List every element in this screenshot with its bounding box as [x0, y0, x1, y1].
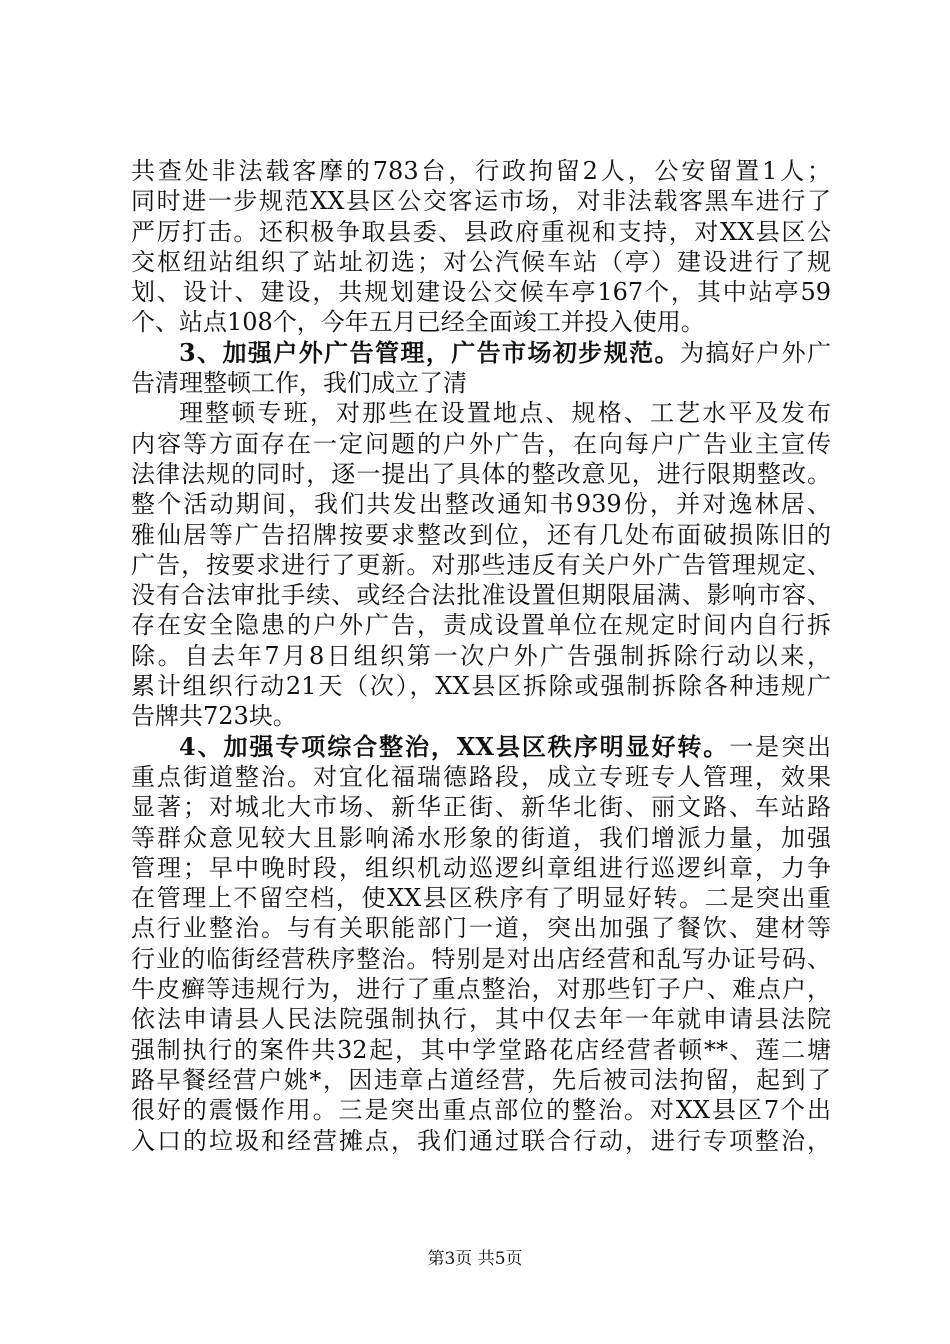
- text-line: 理整顿专班，对那些在设置地点、规格、工艺水平及发布: [179, 399, 831, 428]
- text-line: 法律法规的同时，逐一提出了具体的整改意见，进行限期整改。: [131, 459, 831, 488]
- text-line: 入口的垃圾和经营摊点，我们通过联合行动，进行专项整治，: [131, 1126, 831, 1155]
- text-line: 整个活动期间，我们共发出整改通知书939份，并对逸林居、: [131, 490, 831, 519]
- text-line: 在管理上不留空档，使XX县区秩序有了明显好转。二是突出重: [131, 884, 831, 913]
- page-number-footer: 第3页 共5页: [427, 1249, 523, 1269]
- text-run: 为搞好户外广: [679, 338, 831, 367]
- text-line: 告清理整顿工作，我们成立了清: [131, 369, 467, 398]
- text-line: 广告，按要求进行了更新。对那些违反有关户外广告管理规定、: [131, 550, 831, 579]
- section-heading-line: [131, 732, 831, 762]
- text-line: 内容等方面存在一定问题的户外广告，在向每户广告业主宣传: [131, 429, 831, 458]
- text-line: 行业的临街经营秩序整治。特别是对出店经营和乱写办证号码、: [131, 944, 831, 973]
- text-line: 累计组织行动21天（次），XX县区拆除或强制拆除各种违规广: [131, 672, 831, 701]
- text-line: 个、站点108个，今年五月已经全面竣工并投入使用。: [131, 308, 705, 337]
- text-line: 交枢纽站组织了站址初选；对公汽候车站（亭）建设进行了规: [131, 247, 831, 276]
- text-line: 划、设计、建设，共规划建设公交候车亭167个，其中站亭59: [131, 278, 831, 307]
- text-line: 牛皮癣等违规行为，进行了重点整治，对那些钉子户、难点户，: [131, 975, 831, 1004]
- section-heading: 4、加强专项综合整治，XX县区秩序明显好转。: [179, 731, 730, 761]
- text-line: 很好的震慑作用。三是突出重点部位的整治。对XX县区7个出: [131, 1096, 831, 1125]
- text-line: 显著；对城北大市场、新华正街、新华北街、丽文路、车站路: [131, 793, 831, 822]
- text-line: 共查处非法载客摩的783台，行政拘留2人，公安留置1人；: [131, 157, 831, 185]
- text-line: 严厉打击。还积极争取县委、县政府重视和支持，对XX县区公: [131, 217, 831, 246]
- text-line: 管理；早中晚时段，组织机动巡逻纠章组进行巡逻纠章，力争: [131, 853, 831, 882]
- text-line: 重点街道整治。对宜化福瑞德路段，成立专班专人管理，效果: [131, 762, 831, 791]
- text-line: 雅仙居等广告招牌按要求整改到位，还有几处布面破损陈旧的: [131, 520, 831, 549]
- text-run: 一是突出: [729, 732, 831, 761]
- text-line: 依法申请县人民法院强制执行，其中仅去年一年就申请县法院: [131, 1005, 831, 1034]
- text-line: 路早餐经营户姚*，因违章占道经营，先后被司法拘留，起到了: [131, 1065, 831, 1094]
- section-heading-line: [131, 338, 831, 368]
- text-line: 等群众意见较大且影响浠水形象的街道，我们增派力量，加强: [131, 823, 831, 852]
- text-line: 点行业整治。与有关职能部门一道，突出加强了餐饮、建材等: [131, 914, 831, 943]
- section-heading: 3、加强户外广告管理，广告市场初步规范。: [179, 337, 680, 367]
- text-line: 除。自去年7月8日组织第一次户外广告强制拆除行动以来，: [131, 641, 831, 670]
- text-line: 告牌共723块。: [131, 702, 297, 731]
- text-line: 强制执行的案件共32起，其中学堂路花店经营者顿**、莲二塘: [131, 1035, 831, 1064]
- text-line: 同时进一步规范XX县区公交客运市场，对非法载客黑车进行了: [131, 187, 831, 216]
- text-line: 没有合法审批手续、或经合法批准设置但期限届满、影响市容、: [131, 581, 831, 610]
- text-line: 存在安全隐患的户外广告，责成设置单位在规定时间内自行拆: [131, 611, 831, 640]
- body-text: [131, 156, 831, 1156]
